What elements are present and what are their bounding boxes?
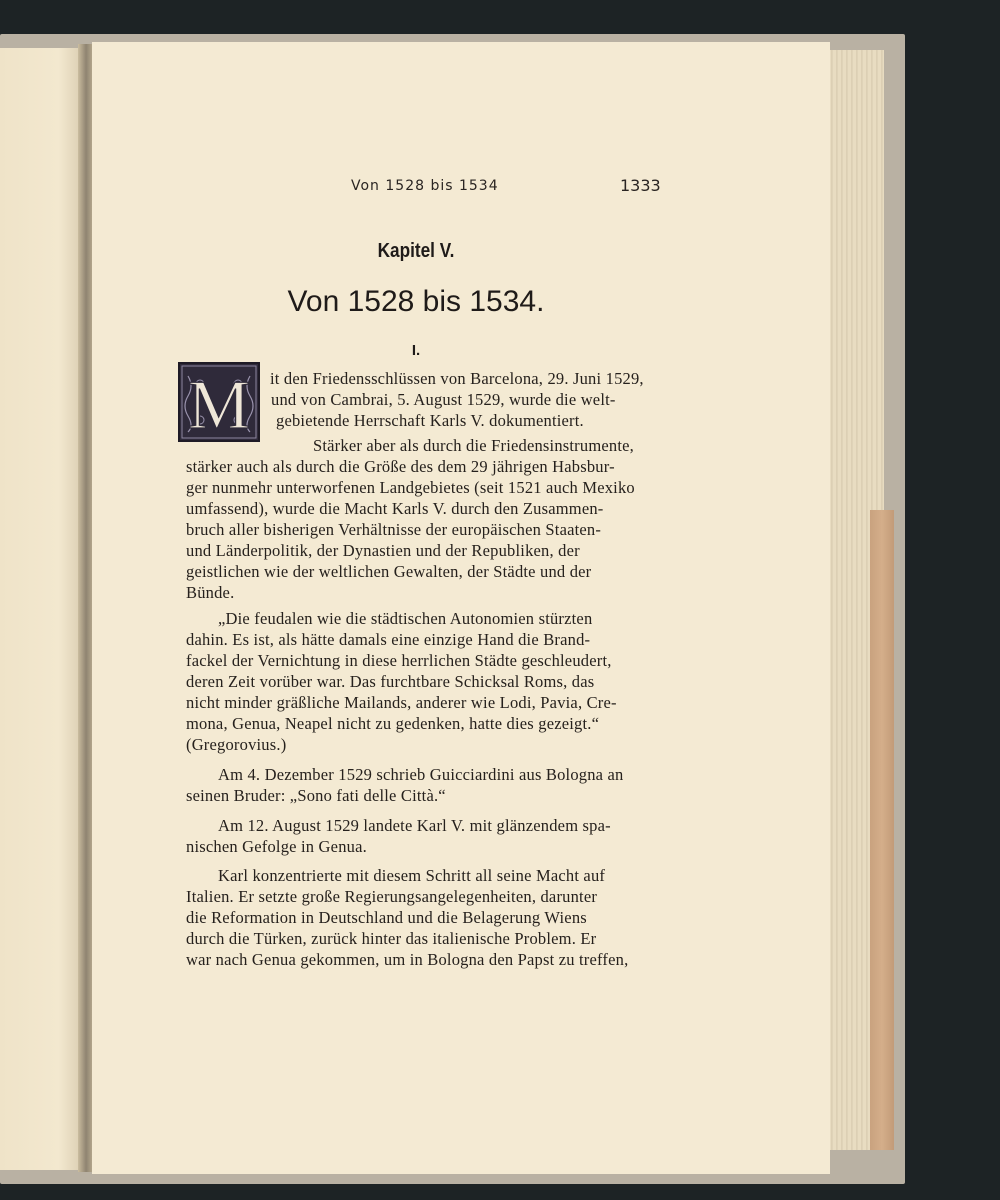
left-page	[0, 48, 84, 1170]
chapter-label: Kapitel V.	[377, 240, 455, 262]
text-line: Am 12. August 1529 landete Karl V. mit glänzendem spa-	[218, 816, 611, 835]
text-line: dahin. Es ist, als hätte damals eine einzige Hand die Brand-	[186, 630, 591, 649]
page-number: 1333	[620, 176, 661, 195]
text-line: und von Cambrai, 5. August 1529, wurde die welt-	[271, 390, 616, 409]
text-line: it den Friedensschlüssen von Barcelona, 29. Juni 1529,	[270, 369, 644, 388]
text-line: ger nunmehr unterworfenen Landgebietes (seit 1521 auch Mexiko	[186, 478, 635, 497]
text-line: Am 4. Dezember 1529 schrieb Guicciardini aus Bologna an	[218, 765, 624, 784]
page-edges-lower	[870, 510, 894, 1150]
chapter-title: Von 1528 bis 1534.	[287, 285, 545, 318]
text-line: fackel der Vernichtung in diese herrlichen Städte geschleudert,	[186, 651, 612, 670]
text-line: Bünde.	[186, 583, 235, 602]
ornamental-initial	[178, 362, 260, 442]
text-line: seinen Bruder: „Sono fati delle Città.“	[186, 786, 446, 805]
text-line: nischen Gefolge in Genua.	[186, 837, 367, 856]
text-line: war nach Genua gekommen, um in Bologna den Papst zu treffen,	[186, 950, 629, 969]
text-line: die Reformation in Deutschland und die Belagerung Wiens	[186, 908, 587, 927]
text-line: Stärker aber als durch die Friedensinstrumente,	[313, 436, 634, 455]
text-line: (Gregorovius.)	[186, 735, 287, 754]
text-line: und Länderpolitik, der Dynastien und der Republiken, der	[186, 541, 580, 560]
text-line: Italien. Er setzte große Regierungsangelegenheiten, darunter	[186, 887, 598, 906]
text-line: gebietende Herrschaft Karls V. dokumentiert.	[276, 411, 584, 430]
text-line: mona, Genua, Neapel nicht zu gedenken, hatte dies gezeigt.“	[186, 714, 600, 733]
text-line: „Die feudalen wie die städtischen Autonomien stürzten	[218, 609, 593, 628]
text-line: nicht minder gräßliche Mailands, anderer wie Lodi, Pavia, Cre-	[186, 693, 617, 712]
text-line: geistlichen wie der weltlichen Gewalten, der Städte und der	[186, 562, 592, 581]
ornamental-initial-icon	[180, 364, 258, 440]
text-line: bruch aller bisherigen Verhältnisse der europäischen Staaten-	[186, 520, 602, 539]
right-page	[92, 42, 830, 1174]
section-number: I.	[411, 342, 421, 359]
running-head: Von 1528 bis 1534	[351, 178, 499, 194]
text-line: durch die Türken, zurück hinter das italienische Problem. Er	[186, 929, 597, 948]
text-line: Karl konzentrierte mit diesem Schritt all seine Macht auf	[218, 866, 606, 885]
text-line: stärker auch als durch die Größe des dem 29 jährigen Habsbur-	[186, 457, 615, 476]
text-line: umfassend), wurde die Macht Karls V. durch den Zusammen-	[186, 499, 604, 518]
text-line: deren Zeit vorüber war. Das furchtbare Schicksal Roms, das	[186, 672, 595, 691]
initial-letter: M	[187, 367, 251, 440]
